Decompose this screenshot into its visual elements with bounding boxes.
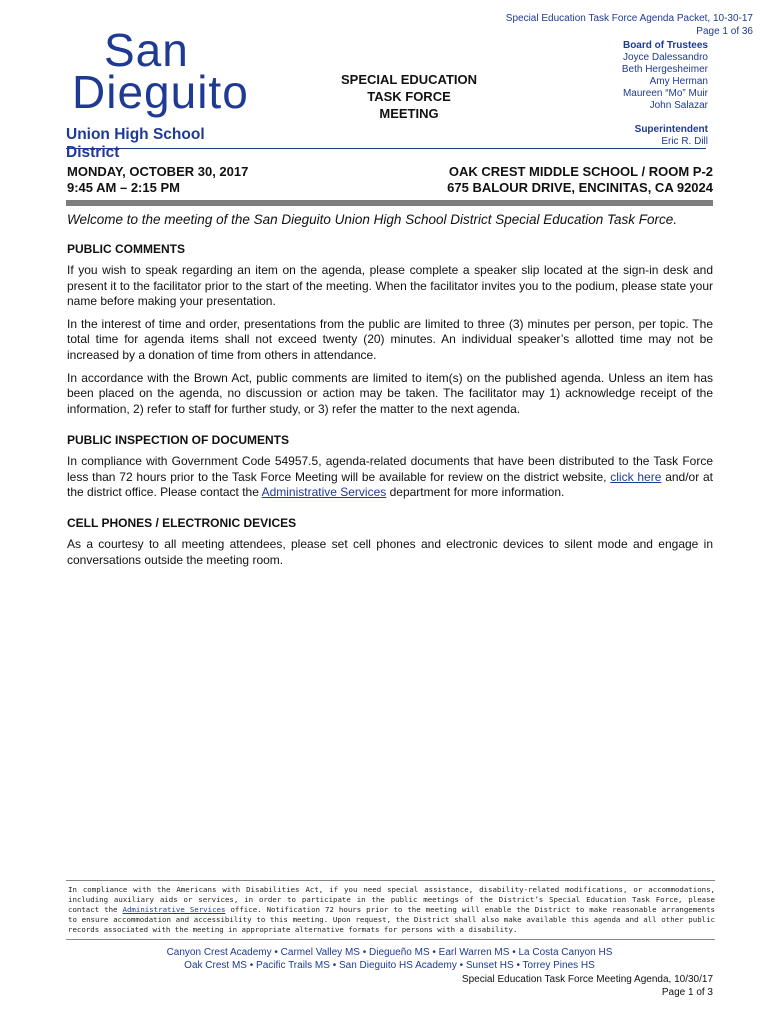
packet-page-number: Page 1 of 36 — [696, 26, 753, 37]
board-member: John Salazar — [649, 100, 708, 111]
agenda-content — [67, 242, 713, 584]
meeting-title-line1: SPECIAL EDUCATION — [340, 72, 478, 87]
public-inspection-text: department for more information. — [386, 484, 565, 499]
ada-text: In compliance with the Americans with Disabilities Act, if you need special assistance, disability-related modifications, or accommodations, including auxiliary aids or services, in order to participate in the public meetings of the District’s Special Education Task Force, please contact the — [68, 885, 715, 914]
public-comments-paragraph: If you wish to speak regarding an item on the agenda, please complete a speaker slip located at the sign-in desk and present it to the facilitator prior to the start of the meeting. When the facilitator invites you to the podium, please state your name before making your presentation. — [67, 263, 713, 308]
welcome-text: Welcome to the meeting of the San Dieguito Union High School District Special Education Task Force. — [67, 212, 678, 227]
schools-list — [66, 946, 713, 972]
click-here-link[interactable]: click here — [610, 469, 662, 484]
packet-title: Special Education Task Force Agenda Packet, 10-30-17 — [505, 13, 753, 24]
cell-phones-paragraph: As a courtesy to all meeting attendees, please set cell phones and electronic devices to silent mode and engage in conversations outside the meeting room. — [67, 537, 713, 567]
board-member: Beth Hergesheimer — [621, 64, 708, 75]
district-logo — [66, 24, 261, 162]
footer-page-number: Page 1 of 3 — [661, 987, 713, 998]
public-inspection-text: and/or at the district office. Please contact the — [67, 469, 714, 499]
packet-header — [506, 12, 753, 38]
public-inspection-heading: PUBLIC INSPECTION OF DOCUMENTS — [67, 432, 290, 447]
meeting-time: 9:45 AM – 2:15 PM — [67, 180, 180, 195]
public-inspection-paragraph — [67, 454, 713, 500]
meeting-location: OAK CREST MIDDLE SCHOOL / ROOM P-2 — [448, 164, 713, 179]
schools-line: Oak Crest MS • Pacific Trails MS • San Dieguito HS Academy • Sunset HS • Torrey Pines HS — [184, 960, 595, 971]
meeting-title-line3: MEETING — [379, 106, 439, 121]
meeting-date: MONDAY, OCTOBER 30, 2017 — [67, 164, 249, 179]
meeting-address: 675 BALOUR DRIVE, ENCINITAS, CA 92024 — [447, 180, 713, 195]
header-divider — [66, 148, 706, 149]
cell-phones-section — [67, 516, 713, 568]
meeting-title-line2: TASK FORCE — [367, 89, 451, 104]
administrative-services-link[interactable]: Administrative Services — [261, 484, 387, 499]
ada-text: office. Notification 72 hours prior to the meeting will enable the District to make reasonable arrangements to ensure accommodation and accessibility to this meeting. Upon request, the District shall also make available this agenda and all other public records associated with the meeting in appropriate alternative formats for persons with a disability. — [68, 905, 715, 934]
public-inspection-text: In compliance with Government Code 54957.5, agenda-related documents that have been distributed to the Task Force less than 72 hours prior to the Task Force Meeting will be available for review on the district website, — [67, 454, 713, 484]
meeting-location-block — [447, 164, 713, 196]
board-member: Amy Herman — [649, 76, 708, 87]
board-heading: Board of Trustees — [622, 40, 708, 51]
superintendent-name: Eric R. Dill — [661, 136, 708, 147]
ada-notice-text — [68, 885, 715, 935]
footer-title: Special Education Task Force Meeting Agenda, 10/30/17 — [461, 974, 713, 985]
section-divider — [66, 200, 713, 206]
board-of-trustees — [622, 40, 708, 112]
public-comments-section — [67, 242, 713, 417]
superintendent — [635, 124, 708, 148]
schools-line: Canyon Crest Academy • Carmel Valley MS • Diegueño MS • Earl Warren MS • La Costa Canyon HS — [166, 947, 613, 958]
logo-san: San — [104, 24, 189, 76]
public-inspection-section — [67, 433, 713, 500]
board-member: Maureen “Mo” Muir — [622, 88, 708, 99]
logo-dieguito: Dieguito — [72, 66, 249, 118]
page-footer — [462, 973, 713, 999]
logo-district-name: Union High School District — [66, 126, 205, 161]
meeting-date-block — [67, 164, 248, 196]
cell-phones-heading: CELL PHONES / ELECTRONIC DEVICES — [67, 516, 297, 531]
board-member: Joyce Dalessandro — [622, 52, 708, 63]
ada-administrative-services-link[interactable]: Administrative Services — [122, 905, 226, 914]
ada-notice — [66, 880, 715, 940]
public-comments-heading: PUBLIC COMMENTS — [67, 242, 185, 256]
public-comments-paragraph: In the interest of time and order, presentations from the public are limited to three (3) minutes per person, per topic. The total time for agenda items shall not exceed twenty (20) minutes. An individual speaker’s allotted time may not be increased by a donation of time from others in attendance. — [67, 317, 713, 362]
meeting-title — [309, 71, 509, 122]
public-comments-paragraph: In accordance with the Brown Act, public comments are limited to item(s) on the published agenda. Unless an item has been placed on the agenda, no discussion or action may be taken. The facilitator may 1) acknowledge receipt of the information, 2) refer to staff for further study, or 3) refer the matter to the next agenda. — [67, 371, 713, 416]
superintendent-heading: Superintendent — [634, 124, 708, 135]
